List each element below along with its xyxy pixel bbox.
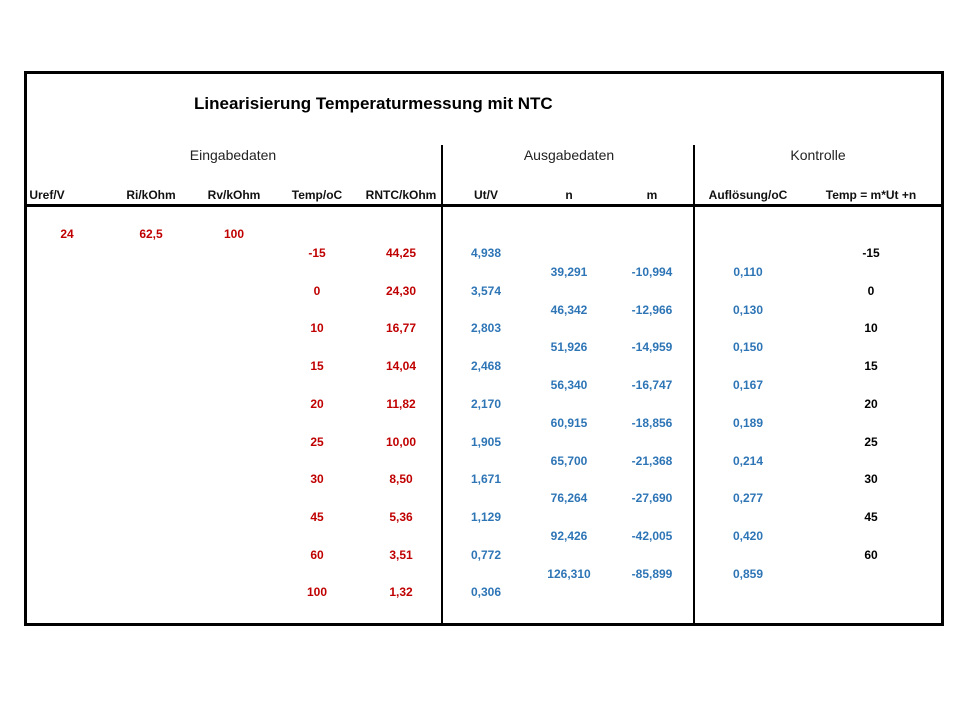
n-cell: 39,291 xyxy=(550,265,588,279)
resolution-cell: 0,110 xyxy=(733,265,763,279)
ut-cell: 1,671 xyxy=(470,472,502,486)
column-header: RNTC/kOhm xyxy=(365,188,437,202)
check-temp-cell: 25 xyxy=(864,435,878,449)
ut-cell: 1,905 xyxy=(470,435,502,449)
n-cell: 46,342 xyxy=(550,303,588,317)
temp-cell: -15 xyxy=(308,246,326,260)
rntc-cell: 44,25 xyxy=(385,246,417,260)
column-header: m xyxy=(646,188,658,202)
m-cell: -27,690 xyxy=(631,491,673,505)
m-cell: -16,747 xyxy=(631,378,673,392)
rntc-cell: 1,32 xyxy=(389,585,413,599)
ut-cell: 2,803 xyxy=(470,321,502,335)
n-cell: 92,426 xyxy=(550,529,588,543)
resolution-cell: 0,150 xyxy=(732,340,764,354)
temp-cell: 0 xyxy=(313,284,321,298)
temp-cell: 20 xyxy=(310,397,324,411)
m-cell: -12,966 xyxy=(631,303,673,317)
check-temp-cell: 10 xyxy=(864,321,878,335)
check-temp-cell: 15 xyxy=(864,359,878,373)
m-cell: -85,899 xyxy=(631,567,673,581)
column-header: Rv/kOhm xyxy=(207,188,261,202)
check-temp-cell: 30 xyxy=(864,472,878,486)
temp-cell: 25 xyxy=(310,435,324,449)
rv-value: 100 xyxy=(223,227,245,241)
temp-cell: 100 xyxy=(306,585,328,599)
rntc-cell: 24,30 xyxy=(385,284,417,298)
check-temp-cell: 60 xyxy=(864,548,878,562)
resolution-cell: 0,277 xyxy=(732,491,764,505)
ut-cell: 0,772 xyxy=(470,548,502,562)
n-cell: 56,340 xyxy=(550,378,588,392)
ut-cell: 0,306 xyxy=(470,585,502,599)
n-cell: 65,700 xyxy=(550,454,588,468)
header-rule xyxy=(24,204,941,207)
column-header: Uref/V xyxy=(29,188,65,202)
m-cell: -42,005 xyxy=(631,529,673,543)
m-cell: -21,368 xyxy=(631,454,673,468)
m-cell: -14,959 xyxy=(631,340,673,354)
resolution-cell: 0,167 xyxy=(732,378,764,392)
rntc-cell: 3,51 xyxy=(389,548,413,562)
temp-cell: 60 xyxy=(310,548,324,562)
ut-cell: 1,129 xyxy=(470,510,502,524)
column-header: Ut/V xyxy=(474,188,498,202)
column-header: Temp/oC xyxy=(291,188,343,202)
m-cell: -18,856 xyxy=(631,416,673,430)
resolution-cell: 0,420 xyxy=(732,529,764,543)
check-temp-cell: 0 xyxy=(867,284,875,298)
ri-value: 62,5 xyxy=(139,227,163,241)
rntc-cell: 8,50 xyxy=(389,472,413,486)
resolution-cell: 0,859 xyxy=(732,567,764,581)
n-cell: 51,926 xyxy=(550,340,588,354)
check-temp-cell: 20 xyxy=(864,397,878,411)
ut-cell: 2,170 xyxy=(470,397,502,411)
temp-cell: 30 xyxy=(310,472,324,486)
check-temp-cell: -15 xyxy=(862,246,880,260)
page-title: Linearisierung Temperaturmessung mit NTC xyxy=(194,94,553,113)
ut-cell: 4,938 xyxy=(470,246,502,260)
rntc-cell: 5,36 xyxy=(389,510,413,524)
section-output-heading: Ausgabedaten xyxy=(523,147,615,163)
column-header: Temp = m*Ut +n xyxy=(825,188,917,202)
section-input-heading: Eingabedaten xyxy=(189,147,277,163)
ut-cell: 2,468 xyxy=(470,359,502,373)
n-cell: 76,264 xyxy=(550,491,588,505)
n-cell: 126,310 xyxy=(547,567,591,581)
n-cell: 60,915 xyxy=(550,416,588,430)
rntc-cell: 10,00 xyxy=(385,435,417,449)
column-header: n xyxy=(565,188,573,202)
column-header: Auflösung/oC xyxy=(708,188,788,202)
uref-value: 24 xyxy=(60,227,74,241)
section-check-heading: Kontrolle xyxy=(790,147,846,163)
m-cell: -10,994 xyxy=(631,265,673,279)
temp-cell: 15 xyxy=(310,359,324,373)
rntc-cell: 11,82 xyxy=(386,397,416,411)
temp-cell: 45 xyxy=(310,510,324,524)
rntc-cell: 14,04 xyxy=(385,359,417,373)
ut-cell: 3,574 xyxy=(470,284,502,298)
resolution-cell: 0,189 xyxy=(732,416,764,430)
divider-input-output xyxy=(441,145,443,623)
resolution-cell: 0,130 xyxy=(732,303,764,317)
resolution-cell: 0,214 xyxy=(732,454,764,468)
column-header: Ri/kOhm xyxy=(126,188,176,202)
check-temp-cell: 45 xyxy=(864,510,878,524)
divider-output-check xyxy=(693,145,695,623)
rntc-cell: 16,77 xyxy=(385,321,417,335)
temp-cell: 10 xyxy=(310,321,324,335)
